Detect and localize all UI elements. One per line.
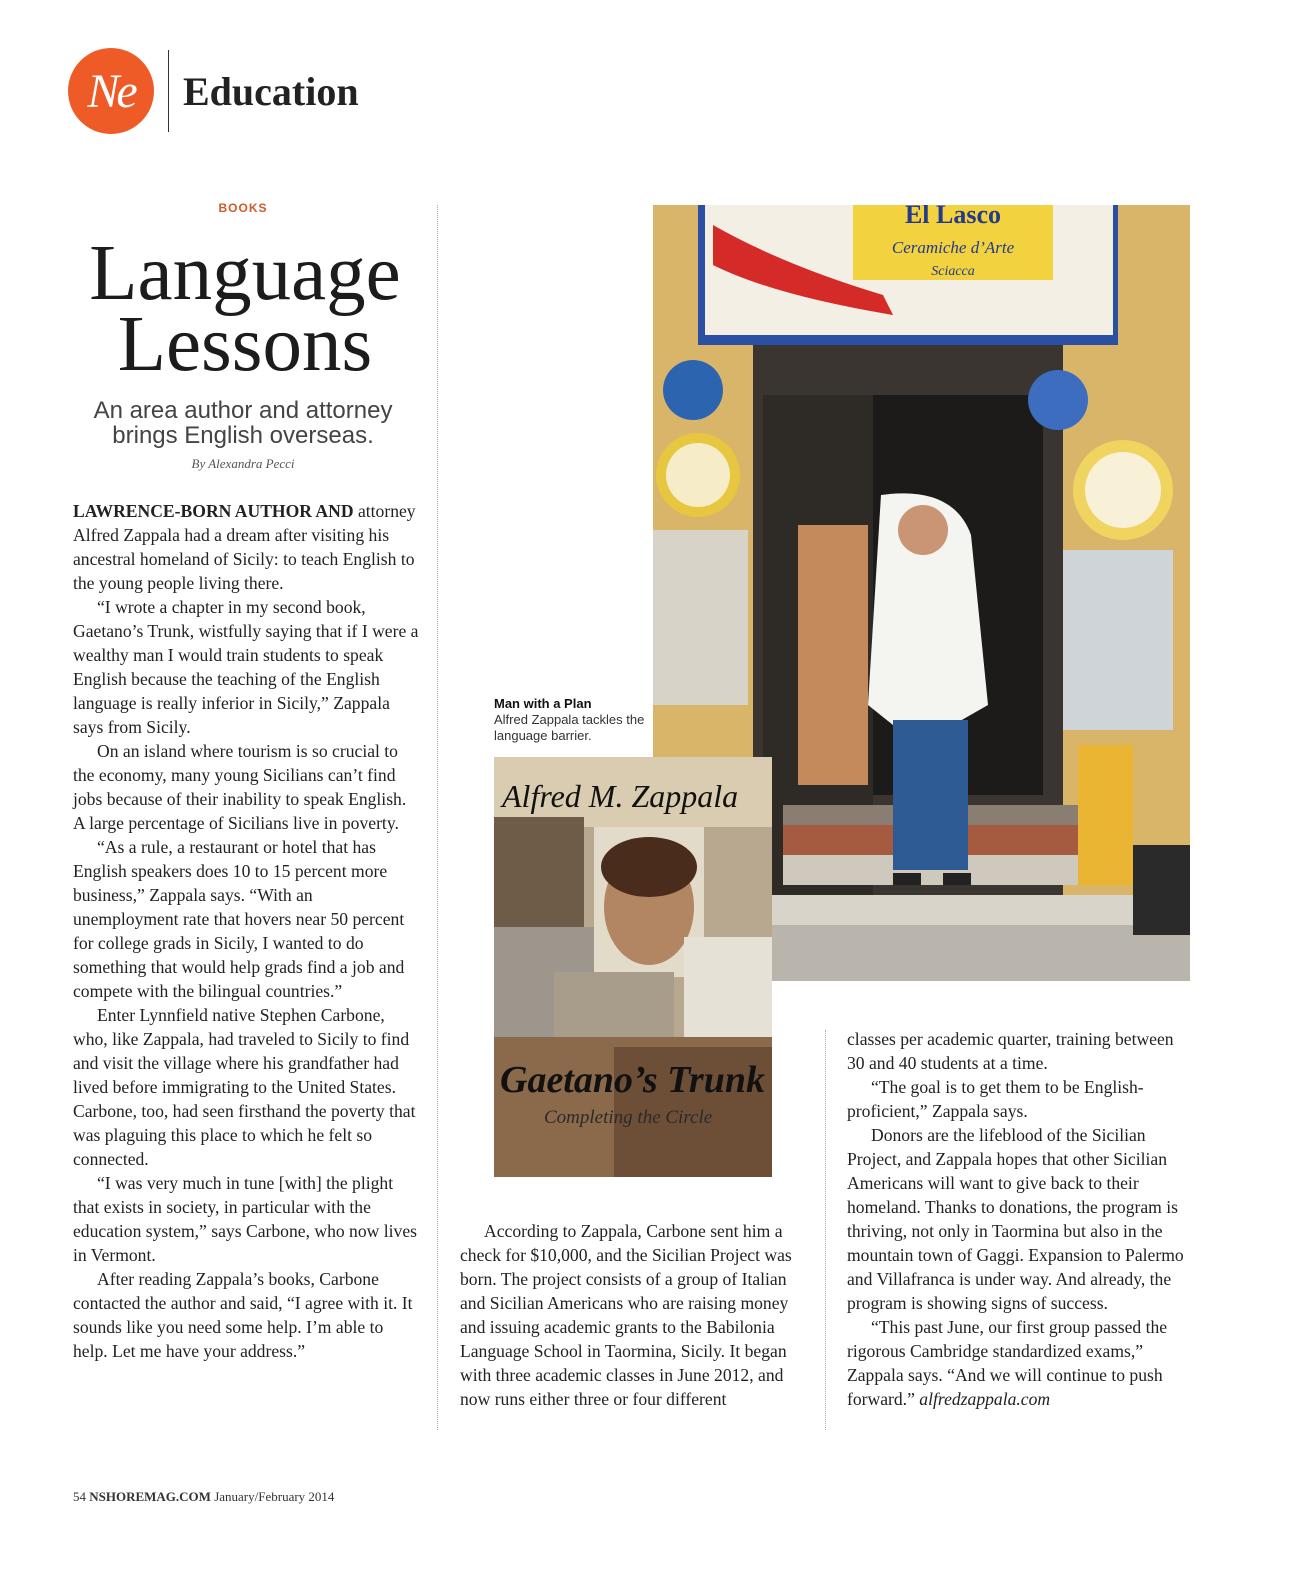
- article-column-3: [847, 1027, 1193, 1411]
- byline: By Alexandra Pecci: [191, 456, 295, 471]
- article-column-2: [460, 1219, 800, 1411]
- lede-caps: LAWRENCE-BORN AUTHOR AND: [73, 501, 354, 521]
- page-footer: [73, 1489, 334, 1505]
- paragraph: “I was very much in tune [with] the plight that exists in society, in particular with the education system,” says Carbone, who now lives in Vermont.: [73, 1173, 417, 1265]
- paragraph: classes per academic quarter, training between 30 and 40 students at a time.: [847, 1029, 1174, 1073]
- cover-title: Gaetano’s Trunk: [500, 1059, 765, 1101]
- headline: [60, 230, 430, 388]
- footer-site: NSHOREMAG.COM: [89, 1489, 211, 1504]
- lede-text: attorney Alfred Zappala had a dream after visiting his ancestral homeland of Sicily: to teach English to the young people living there.: [73, 501, 416, 593]
- magazine-logo: Ne: [68, 48, 154, 134]
- column-rule: [437, 205, 438, 1430]
- sign-name: El Lasco: [904, 205, 1002, 229]
- paragraph: After reading Zappala’s books, Carbone contacted the author and said, “I agree with it. It sounds like you need some help. I’m able to help. Let me have your address.”: [73, 1269, 413, 1361]
- paragraph: Donors are the lifeblood of the Sicilian Project, and Zappala hopes that other Sicilian Americans will want to give back to their homeland. Thanks to donations, the program is thriving, not only in Taormina but also in the mountain town of Gaggi. Expansion to Palermo and Villafranca is under way. And already, the program is showing signs of success.: [847, 1125, 1184, 1313]
- headline-line: Lessons: [117, 301, 373, 388]
- book-cover-art: [494, 757, 772, 1177]
- column-rule: [825, 1030, 826, 1430]
- paragraph: Enter Lynnfield native Stephen Carbone, who, like Zappala, had traveled to Sicily to find and visit the village where his grandfather had lived before immigrating to the United States. Carbone, too, had seen firsthand the poverty that was plaguing this place to which he felt so connected.: [73, 1005, 416, 1169]
- footer-issue: January/February 2014: [214, 1489, 335, 1504]
- header-divider: [168, 50, 169, 132]
- sign-subtitle: Ceramiche d’Arte: [891, 238, 1015, 257]
- book-cover: [494, 757, 772, 1177]
- deck-line: brings English overseas.: [112, 422, 374, 449]
- section-title: Education: [183, 69, 359, 114]
- closing-text: “This past June, our first group passed the rigorous Cambridge standardized exams,” Zappala says. “And we will continue to push forward.”: [847, 1317, 1168, 1409]
- paragraph: [847, 1315, 1193, 1411]
- deck-line: An area author and attorney: [93, 397, 393, 424]
- deck: [73, 398, 413, 448]
- paragraph: “As a rule, a restaurant or hotel that has English speakers does 10 to 15 percent more business,” Zappala says. “With an unemployment rate that hovers near 50 percent for college grads in Sicily, I wanted to do something that would help grads find a job and compete with the bilingual countries.”: [73, 837, 405, 1001]
- paragraph: “The goal is to get them to be English-proficient,” Zappala says.: [847, 1077, 1144, 1121]
- caption-text: Alfred Zappala tackles the language barrier.: [494, 712, 645, 743]
- kicker: BOOKS: [218, 201, 268, 215]
- page-number: 54: [73, 1489, 86, 1504]
- photo-caption: [494, 696, 654, 744]
- paragraph: “I wrote a chapter in my second book, Gaetano’s Trunk, wistfully saying that if I were a wealthy man I would train students to speak English because the teaching of the English language is really inferior in Sicily,” Zappala says from Sicily.: [73, 597, 419, 737]
- caption-title: Man with a Plan: [494, 696, 592, 711]
- sign-city: Sciacca: [931, 264, 975, 279]
- article-column-1: [73, 499, 419, 1363]
- author-url[interactable]: alfredzappala.com: [919, 1389, 1051, 1409]
- cover-subtitle: Completing the Circle: [544, 1107, 713, 1128]
- headline-line: Language: [89, 230, 401, 317]
- cover-author: Alfred M. Zappala: [502, 778, 739, 814]
- paragraph: According to Zappala, Carbone sent him a check for $10,000, and the Sicilian Project was born. The project consists of a group of Italian and Sicilian Americans who are raising money and issuing academic grants to the Babilonia Language School in Taormina, Sicily. It began with three academic classes in June 2012, and now runs either three or four different: [460, 1221, 792, 1409]
- paragraph: [73, 499, 419, 595]
- paragraph: On an island where tourism is so crucial to the economy, many young Sicilians can’t find jobs because of their inability to speak English. A large percentage of Sicilians live in poverty.: [73, 741, 407, 833]
